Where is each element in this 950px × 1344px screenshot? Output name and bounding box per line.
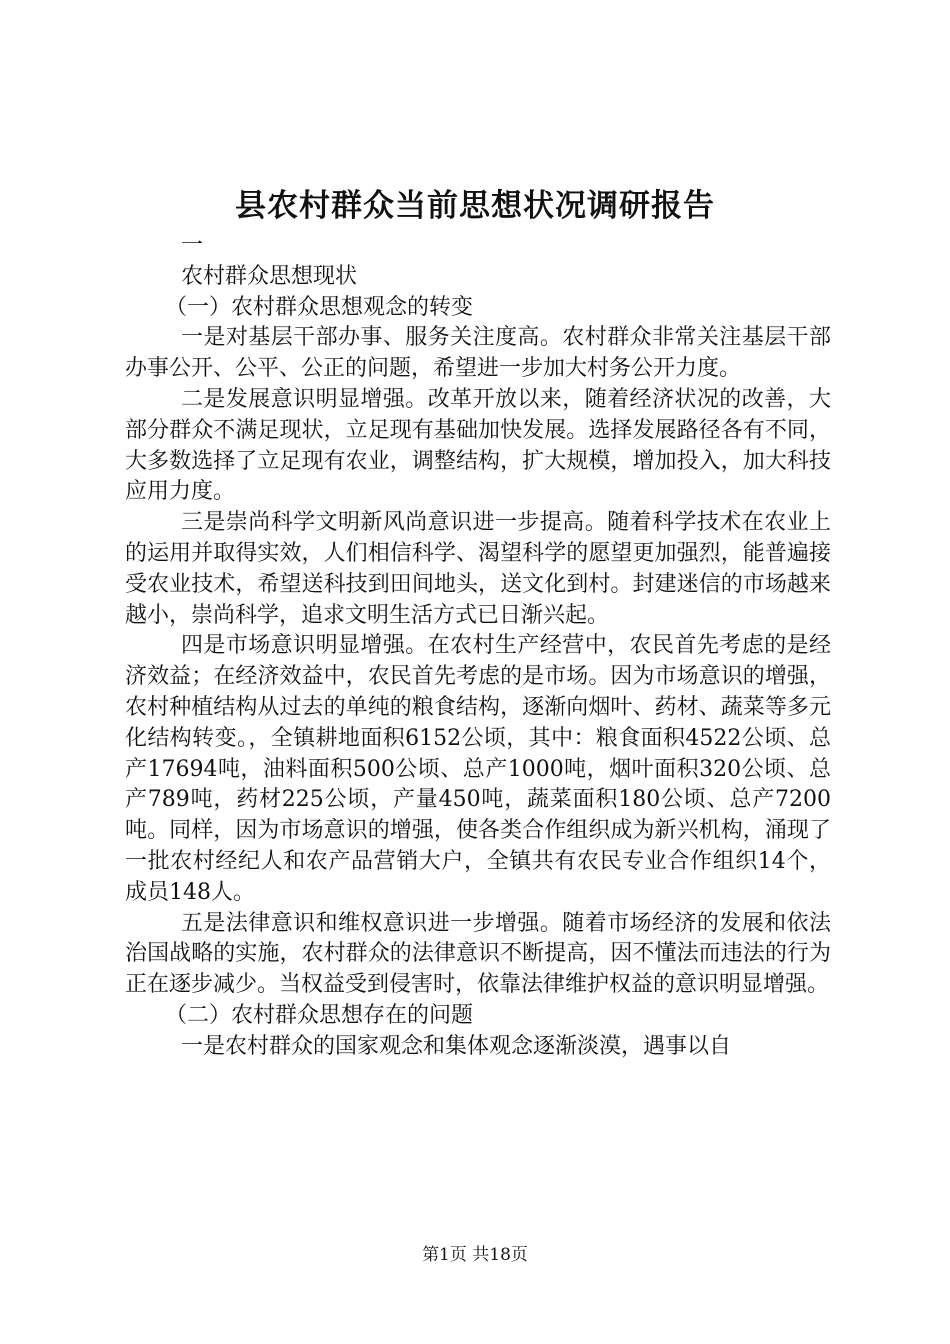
paragraph-6: 一是农村群众的国家观念和集体观念逐渐淡漠，遇事以自: [181, 1033, 732, 1059]
subsection-heading-1: （一）农村群众思想观念的转变: [165, 294, 474, 320]
page-footer: 第1页 共18页: [422, 1245, 528, 1265]
paragraph-2: 二是发展意识明显增强。改革开放以来，随着经济状况的改善，大部分群众不满足现状，立足现有基础加快发展。选择发展路径各有不同，大多数选择了立足现有农业，调整结构，扩大规模，增加投入，加大科技应用力度。: [125, 386, 831, 505]
document-body: [125, 231, 831, 1063]
paragraph-3: 三是崇尚科学文明新风尚意识进一步提高。随着科学技术在农业上的运用并取得实效，人们相信科学、渴望科学的愿望更加强烈，能普遍接受农业技术，希望送科技到田间地头，送文化到村。封建迷信的市场越来越小，崇尚科学，追求文明生活方式已日渐兴起。: [125, 510, 831, 628]
section-heading: 农村群众思想现状: [181, 263, 358, 289]
paragraph-4: 四是市场意识明显增强。在农村生产经营中，农民首先考虑的是经济效益；在经济效益中，农民首先考虑的是市场。因为市场意识的增强，农村种植结构从过去的单纯的粮食结构，逐渐向烟叶、药材、蔬菜等多元化结构转变。，全镇耕地面积6152公顷，其中：粮食面积4522公顷、总产17694吨，油料面积500公顷、总产1000吨，烟叶面积320公顷、总产789吨，药材225公顷，产量450吨，蔬菜面积180公顷、总产7200吨。同样，因为市场意识的增强，使各类合作组织成为新兴机构，涌现了一批农村经纪人和农产品营销大户，全镇共有农民专业合作组织14个，成员148人。: [125, 633, 831, 905]
subsection-heading-2: （二）农村群众思想存在的问题: [165, 1002, 474, 1028]
paragraph-1: 一是对基层干部办事、服务关注度高。农村群众非常关注基层干部办事公开、公平、公正的问题，希望进一步加大村务公开力度。: [125, 325, 831, 382]
paragraph-5: 五是法律意识和维权意识进一步增强。随着市场经济的发展和依法治国战略的实施，农村群众的法律意识不断提高，因不懂法而违法的行为正在逐步减少。当权益受到侵害时，依靠法律维护权益的意识明显增强。: [125, 910, 831, 998]
document-title: 县农村群众当前思想状况调研报告: [235, 188, 715, 224]
section-number: 一: [181, 233, 204, 258]
